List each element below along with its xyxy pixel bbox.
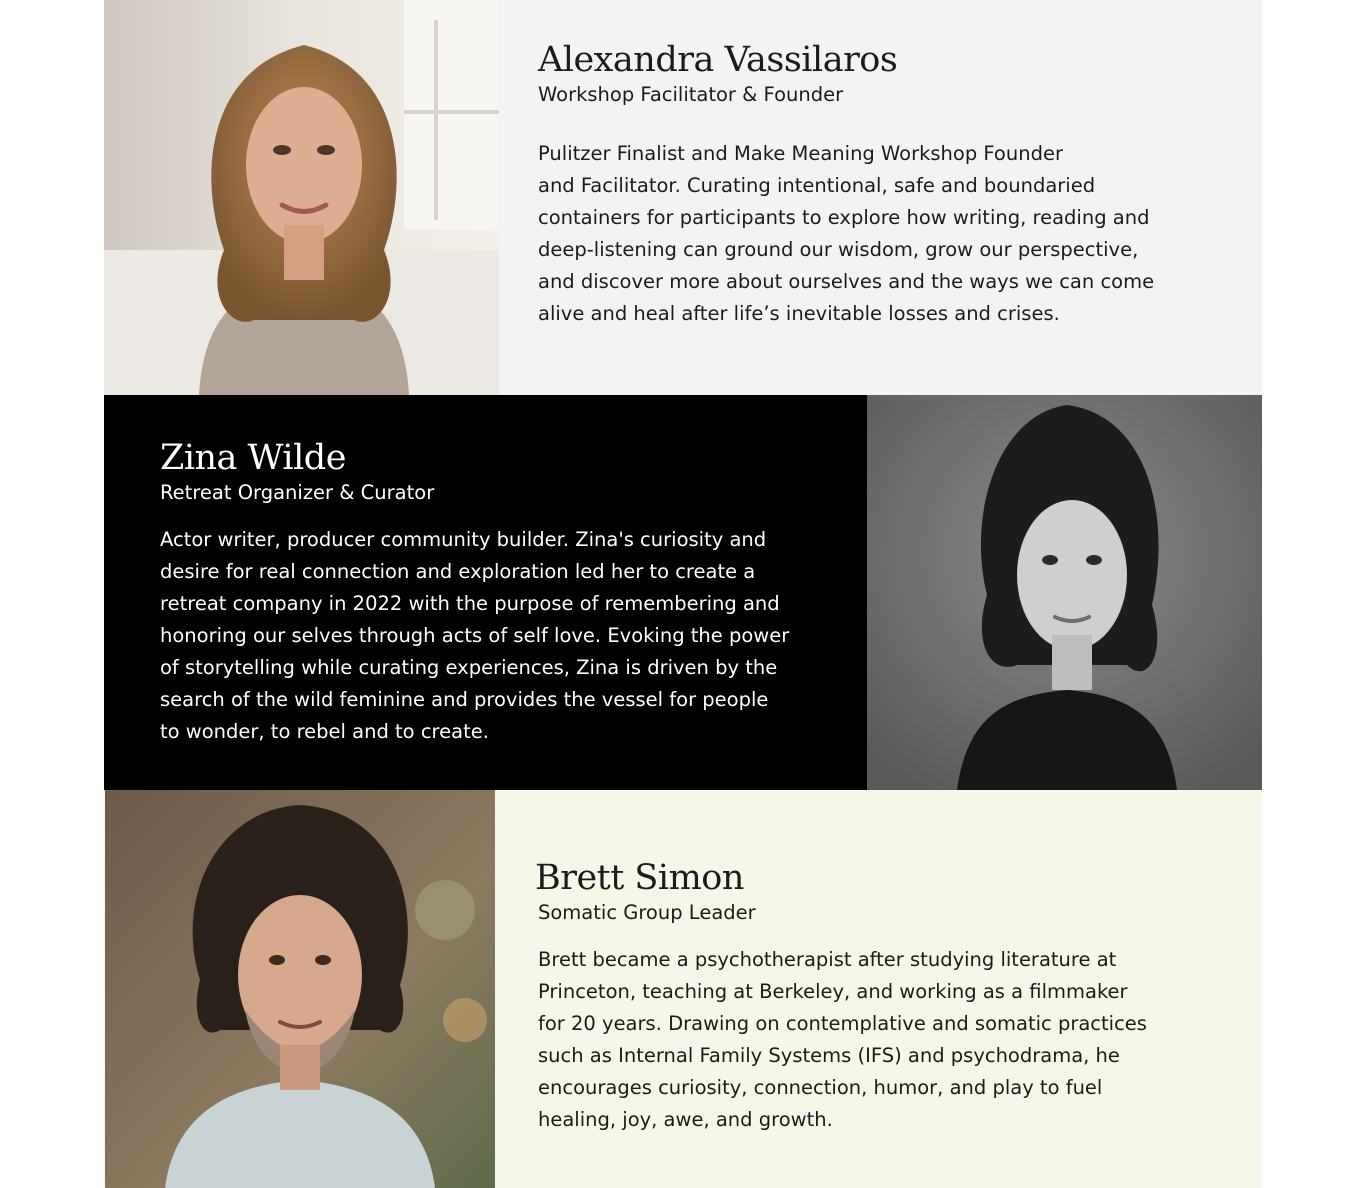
portrait-brett-photo — [105, 790, 495, 1188]
person-name: Brett Simon — [535, 858, 744, 898]
portrait-alexandra-photo — [104, 0, 499, 395]
person-bio: Brett became a psychotherapist after studying literature at Princeton, teaching at Berkeley, and working as a filmmaker for 20 years. Drawing on contemplative and somatic practices such as Internal Family Systems (IFS) and psychodrama, he encourages curiosity, connection, humor, and play to fuel healing, joy, awe, and growth. — [538, 948, 1147, 1131]
person-role: Retreat Organizer & Curator — [160, 481, 435, 504]
profile-alexandra — [104, 0, 1262, 395]
profile-text-brett — [535, 856, 1195, 1136]
person-role: Somatic Group Leader — [538, 901, 756, 924]
profile-brett — [104, 790, 1262, 1188]
profile-text-zina — [160, 436, 810, 748]
person-bio: Actor writer, producer community builder. Zina's curiosity and desire for real connection and exploration led her to create a retreat company in 2022 with the purpose of remembering and honoring our selves through acts of self love. Evoking the power of storytelling while curating experiences, Zina is driven by the search of the wild feminine and provides the vessel for people to wonder, to rebel and to create. — [160, 528, 790, 743]
person-role: Workshop Facilitator & Founder — [538, 83, 844, 106]
profile-zina — [104, 395, 1262, 790]
person-name: Zina Wilde — [160, 438, 346, 478]
person-bio: Pulitzer Finalist and Make Meaning Workshop Founder and Facilitator. Curating intentional, safe and boundaried containers for participants to explore how writing, reading and deep-listening can ground our wisdom, grow our perspective, and discover more about ourselves and the ways we can come alive and heal after life’s inevitable losses and crises. — [538, 142, 1155, 325]
portrait-zina-photo — [867, 395, 1262, 790]
person-name: Alexandra Vassilaros — [538, 40, 898, 80]
profile-text-alexandra — [538, 38, 1188, 330]
